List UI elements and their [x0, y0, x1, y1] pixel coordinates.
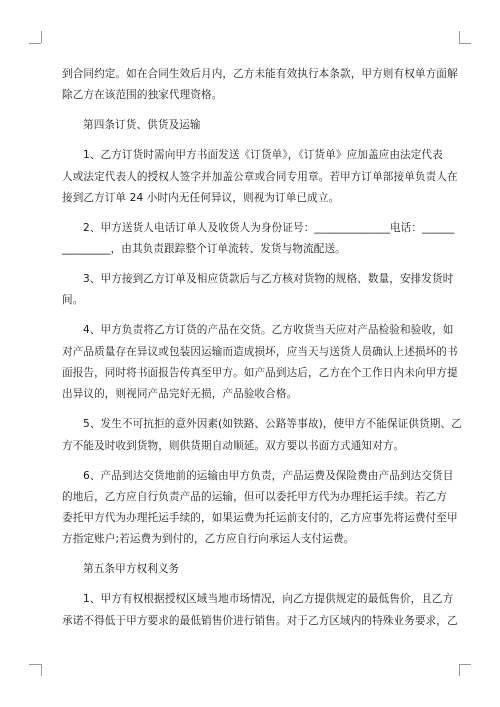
- text-line: 4、甲方负责将乙方订货的产品在交货。乙方收货当天应对产品检验和验收，如: [83, 324, 454, 337]
- paragraph-4-3: [62, 269, 454, 312]
- text-line: 6、产品到达交货地前的运输由甲方负责，产品运费及保险费由产品到达交货目: [83, 469, 454, 482]
- text-line: 承诺不得低于甲方要求的最低销售价进行销售。对于乙方区域内的特殊业务要求，乙: [62, 614, 458, 627]
- paragraph-contract-term-end: [62, 64, 458, 107]
- text-line: _________，由其负责跟踪整个订单流转、发货与物流配送。: [62, 243, 346, 256]
- crop-mark-bottom-right-v: [459, 664, 460, 676]
- text-line: 方指定账户;若运费为到付的，乙方应自行向承运人支付运费。: [62, 533, 355, 546]
- text-line: 面报告，同时将书面报告传真至甲方。如产品到达后，乙方在个工作日内未向甲方提: [62, 367, 458, 379]
- crop-mark-bottom-right-h: [459, 664, 471, 665]
- section-heading: 第四条订货、供货及运输: [83, 119, 201, 132]
- crop-mark-top-left-v: [41, 31, 42, 43]
- text-line: 对产品质量存在异议或包装因运输而造成损坏，应当天与送货人员确认上述损坏的书: [62, 345, 458, 358]
- paragraph-4-4: [62, 320, 458, 405]
- crop-mark-top-right-v: [459, 31, 460, 43]
- section-heading: 第五条甲方权利义务: [83, 563, 180, 576]
- paragraph-4-1: [62, 145, 458, 209]
- text-line: 2、甲方送货人电话订单人及收货人为身份证号：______________电话：______: [83, 221, 455, 234]
- crop-mark-bottom-left-v: [41, 664, 42, 676]
- text-line: 1、乙方订货时需向甲方书面发送《订货单》，《订货单》应加盖应由法定代表: [83, 149, 443, 162]
- text-line: 3、甲方接到乙方订单及相应货款后与乙方核对货物的规格、数量，安排发货时: [83, 273, 454, 286]
- paragraph-4-5: [62, 414, 462, 457]
- section-heading-article-4: [62, 115, 440, 136]
- paragraph-4-6: [62, 466, 458, 551]
- text-line: 接到乙方订单 24 小时内无任何异议，则视为订单已成立。: [62, 191, 340, 204]
- paragraph-5-1: [62, 589, 458, 632]
- text-line: 除乙方在该范围的独家代理资格。: [62, 89, 223, 102]
- crop-mark-top-left-h: [29, 43, 41, 44]
- paragraph-4-2: [62, 218, 455, 261]
- text-line: 1、甲方有权根据授权区域当地市场情况，向乙方提供规定的最低售价，且乙方: [83, 593, 454, 606]
- text-line: 方不能及时收到货物，则供货期自动顺延。双方要以书面方式通知对方。: [62, 439, 405, 452]
- text-line: 委托甲方代为办理托运手续的，如果运费为托运前支付的，乙方应事先将运费付至甲: [62, 512, 458, 525]
- text-line: 出异议的，则视同产品完好无损，产品验收合格。: [62, 388, 298, 401]
- text-line: 人或法定代表人的授权人签字并加盖公章或合同专用章。若甲方订单部接单负责人在: [62, 170, 458, 183]
- crop-mark-bottom-left-h: [29, 664, 41, 665]
- section-heading-article-5: [62, 559, 440, 580]
- text-line: 的地后，乙方应自行负责产品的运输，但可以委托甲方代为办理托运手续。若乙方: [62, 490, 447, 503]
- crop-mark-top-right-h: [459, 43, 471, 44]
- text-line: 间。: [62, 294, 84, 307]
- text-line: 到合同约定。如在合同生效后月内，乙方未能有效执行本条款，甲方则有权单方面解: [62, 68, 458, 80]
- text-line: 5、发生不可抗拒的意外因素(如铁路、公路等事故)，使甲方不能保证供货期、乙: [83, 418, 462, 431]
- document-body: [62, 64, 462, 632]
